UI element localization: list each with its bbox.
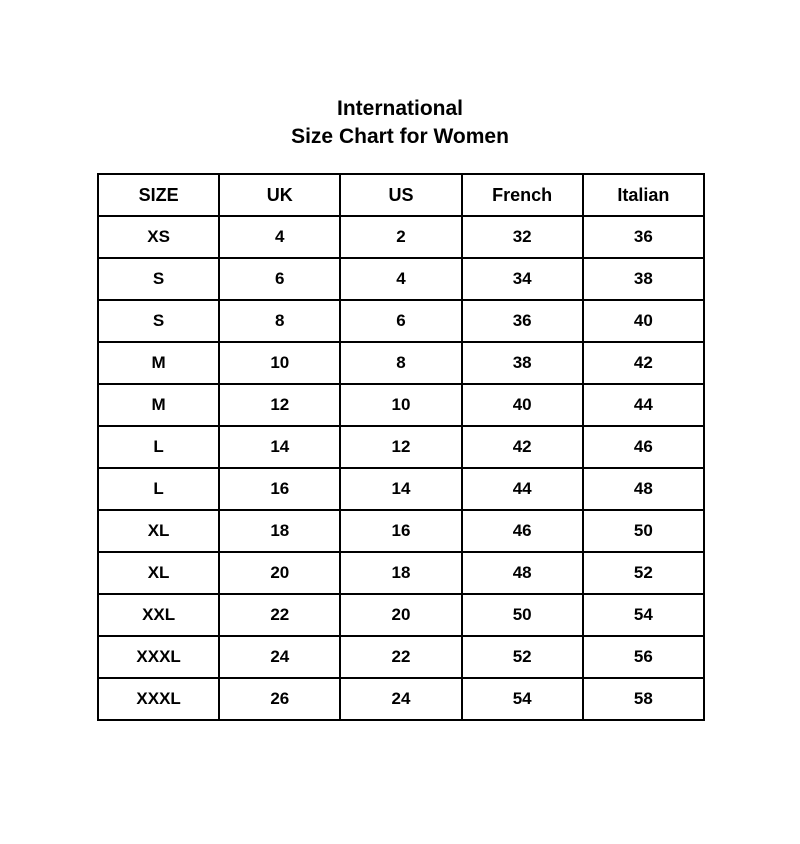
- cell-french: 48: [462, 552, 583, 594]
- table-row: [98, 552, 704, 594]
- cell-size: M: [98, 384, 219, 426]
- cell-us: 24: [340, 678, 461, 720]
- header-size: SIZE: [98, 174, 219, 216]
- cell-italian: 48: [583, 468, 704, 510]
- table-row: [98, 426, 704, 468]
- cell-uk: 26: [219, 678, 340, 720]
- cell-french: 46: [462, 510, 583, 552]
- cell-italian: 40: [583, 300, 704, 342]
- table-row: [98, 594, 704, 636]
- cell-italian: 58: [583, 678, 704, 720]
- table-row: [98, 636, 704, 678]
- cell-french: 50: [462, 594, 583, 636]
- cell-us: 10: [340, 384, 461, 426]
- table-row: [98, 258, 704, 300]
- cell-us: 22: [340, 636, 461, 678]
- cell-italian: 54: [583, 594, 704, 636]
- cell-us: 12: [340, 426, 461, 468]
- cell-uk: 20: [219, 552, 340, 594]
- table-row: [98, 216, 704, 258]
- cell-italian: 44: [583, 384, 704, 426]
- table-body: [98, 216, 704, 720]
- cell-italian: 50: [583, 510, 704, 552]
- cell-size: XL: [98, 552, 219, 594]
- cell-us: 14: [340, 468, 461, 510]
- cell-french: 38: [462, 342, 583, 384]
- cell-french: 42: [462, 426, 583, 468]
- cell-size: XS: [98, 216, 219, 258]
- cell-uk: 14: [219, 426, 340, 468]
- table-row: [98, 300, 704, 342]
- cell-french: 36: [462, 300, 583, 342]
- cell-uk: 22: [219, 594, 340, 636]
- cell-french: 54: [462, 678, 583, 720]
- cell-us: 2: [340, 216, 461, 258]
- cell-us: 8: [340, 342, 461, 384]
- header-row: [98, 174, 704, 216]
- cell-french: 52: [462, 636, 583, 678]
- cell-size: L: [98, 426, 219, 468]
- header-italian: Italian: [583, 174, 704, 216]
- cell-uk: 4: [219, 216, 340, 258]
- cell-size: M: [98, 342, 219, 384]
- cell-us: 16: [340, 510, 461, 552]
- cell-italian: 36: [583, 216, 704, 258]
- header-french: French: [462, 174, 583, 216]
- table-row: [98, 678, 704, 720]
- cell-french: 44: [462, 468, 583, 510]
- cell-french: 32: [462, 216, 583, 258]
- title-line-1: International: [336, 97, 463, 120]
- cell-size: XL: [98, 510, 219, 552]
- cell-uk: 18: [219, 510, 340, 552]
- cell-size: S: [98, 300, 219, 342]
- cell-us: 18: [340, 552, 461, 594]
- cell-uk: 12: [219, 384, 340, 426]
- cell-french: 34: [462, 258, 583, 300]
- cell-french: 40: [462, 384, 583, 426]
- table-header: [98, 174, 704, 216]
- cell-us: 20: [340, 594, 461, 636]
- cell-size: XXL: [98, 594, 219, 636]
- cell-italian: 52: [583, 552, 704, 594]
- cell-uk: 6: [219, 258, 340, 300]
- cell-size: L: [98, 468, 219, 510]
- header-us: US: [340, 174, 461, 216]
- cell-italian: 42: [583, 342, 704, 384]
- table-row: [98, 384, 704, 426]
- cell-italian: 56: [583, 636, 704, 678]
- cell-italian: 38: [583, 258, 704, 300]
- table-row: [98, 468, 704, 510]
- table-row: [98, 510, 704, 552]
- cell-us: 4: [340, 258, 461, 300]
- cell-size: S: [98, 258, 219, 300]
- cell-uk: 24: [219, 636, 340, 678]
- cell-uk: 10: [219, 342, 340, 384]
- cell-italian: 46: [583, 426, 704, 468]
- cell-us: 6: [340, 300, 461, 342]
- cell-uk: 16: [219, 468, 340, 510]
- cell-uk: 8: [219, 300, 340, 342]
- title-line-2: Size Chart for Women: [291, 125, 509, 148]
- header-uk: UK: [219, 174, 340, 216]
- cell-size: XXXL: [98, 678, 219, 720]
- table-row: [98, 342, 704, 384]
- cell-size: XXXL: [98, 636, 219, 678]
- size-chart-table: [97, 173, 705, 721]
- page-title: [0, 95, 800, 151]
